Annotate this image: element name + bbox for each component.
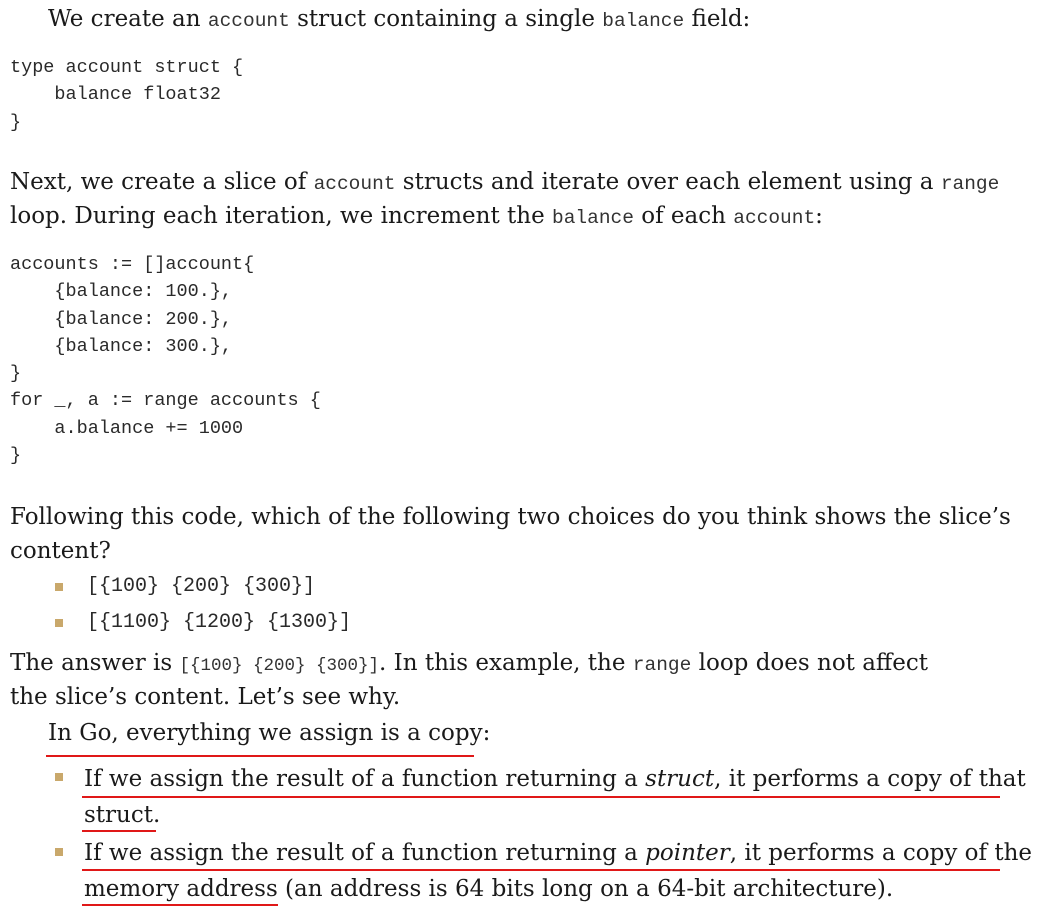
copy-statement: In Go, everything we assign is a copy:: [48, 720, 491, 746]
inline-code-balance: balance: [602, 10, 685, 32]
intro-text-3: field:: [684, 6, 751, 32]
red-underline: [82, 869, 1000, 871]
question-line-2: content?: [10, 538, 111, 564]
rule-pointer-line-1: [84, 836, 1032, 870]
choice-1: [{100} {200} {300}]: [87, 575, 316, 598]
rule-pointer-line-2: [84, 872, 893, 906]
text: memory address: [84, 876, 278, 902]
red-underline: [82, 796, 1000, 798]
rule-struct-line-1: [84, 762, 1026, 796]
inline-code-answer: [{100} {200} {300}]: [179, 656, 380, 676]
text: . In this example, the: [379, 650, 633, 676]
slice-paragraph-line-1: [10, 165, 999, 201]
code-block-struct: type account struct { balance float32 }: [10, 57, 244, 133]
bullet-icon: [55, 583, 63, 591]
red-underline: [82, 904, 278, 906]
inline-code-range: range: [940, 173, 1000, 195]
bullet-icon: [55, 848, 63, 856]
inline-code-range: range: [632, 654, 692, 676]
red-underline: [82, 830, 156, 832]
text: loop does not affect: [691, 650, 929, 676]
emphasis-struct: struct: [645, 766, 715, 792]
text: If we assign the result of a function returning a: [84, 840, 646, 866]
text: The answer is: [10, 650, 180, 676]
text: , it performs a copy of the: [729, 840, 1032, 866]
red-underline: [46, 755, 474, 757]
intro-paragraph: [48, 2, 750, 38]
rule-struct-line-2: struct.: [84, 802, 161, 828]
text: Next, we create a slice of: [10, 169, 314, 195]
bullet-icon: [55, 619, 63, 627]
text: (an address is 64 bits long on a 64-bit architecture).: [277, 876, 894, 902]
text: If we assign the result of a function returning a: [84, 766, 646, 792]
intro-text-1: We create an: [48, 6, 208, 32]
text: :: [815, 203, 823, 229]
bullet-icon: [55, 773, 63, 781]
inline-code-account: account: [207, 10, 290, 32]
text: , it performs a copy of that: [714, 766, 1026, 792]
choice-2: [{1100} {1200} {1300}]: [87, 611, 352, 634]
text: loop. During each iteration, we increment the: [10, 203, 553, 229]
inline-code-balance: balance: [552, 207, 634, 229]
code-block-range-loop: accounts := []account{ {balance: 100.}, {balance: 200.}, {balance: 300.}, } for _, a := range accounts { a.balance += 1000 }: [10, 254, 321, 467]
emphasis-pointer: pointer: [645, 840, 730, 866]
intro-text-2: struct containing a single: [289, 6, 603, 32]
answer-line-1: [10, 646, 928, 683]
slice-paragraph-line-2: [10, 199, 823, 235]
answer-line-2: the slice’s content. Let’s see why.: [10, 684, 401, 710]
inline-code-account: account: [733, 207, 816, 229]
text: structs and iterate over each element using a: [395, 169, 941, 195]
inline-code-account: account: [313, 173, 396, 195]
text: of each: [633, 203, 734, 229]
question-line-1: Following this code, which of the following two choices do you think shows the slice’s: [10, 504, 1011, 530]
